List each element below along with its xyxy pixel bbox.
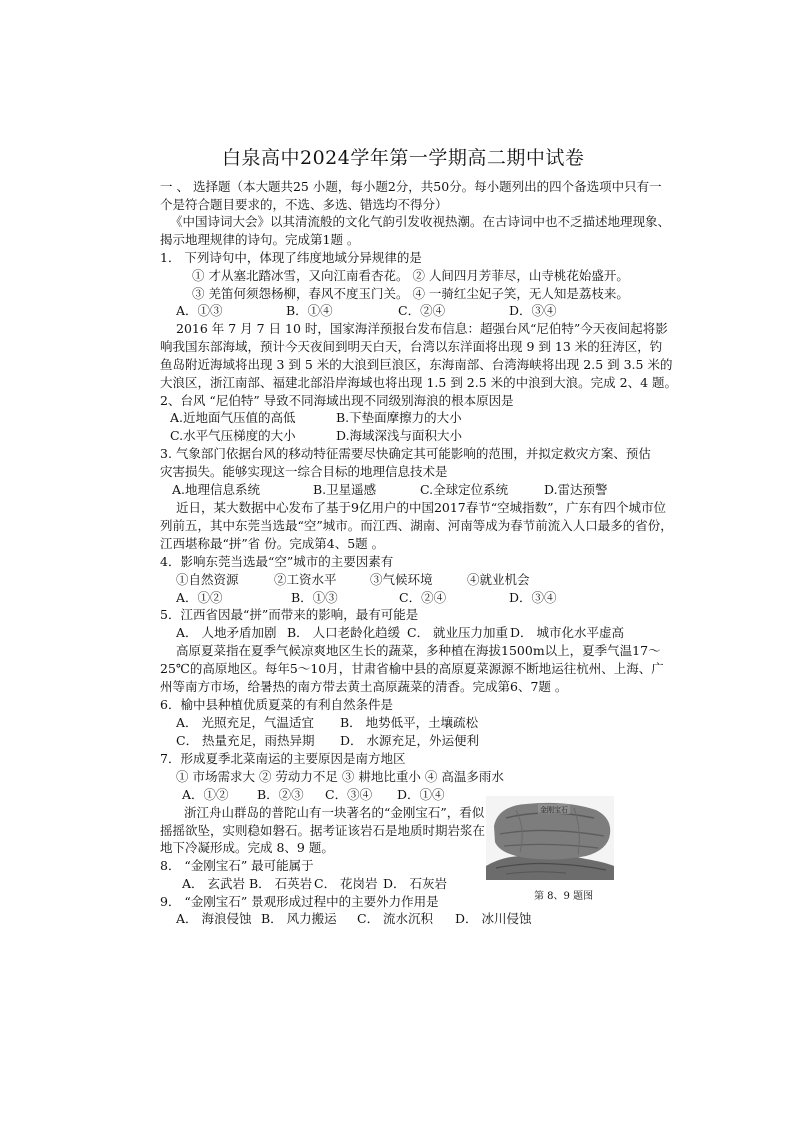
section-header-line-2: 个是符合题目要求的，不选、多选、错选均不得分） [160,197,448,212]
intro-q1-line-2: 揭示地理规律的诗句。完成第1题 。 [160,232,360,247]
q2-option-b: B.下垫面摩擦力的大小 [336,410,462,425]
question-8: 8． “金刚宝石” 最可能属于 [160,858,314,873]
q9-option-a: A． 海浪侵蚀 [176,911,252,926]
spring-passage-line-2: 列前五，其中东莞当选最“空”城市。而江西、湖南、河南等成为春节前流入人口最多的省份， [160,518,673,533]
q7-option-d: D．①④ [397,787,445,802]
rock-passage-line-3: 地下冷凝形成。完成 8、9 题。 [160,840,334,855]
q1-option-c: C．②④ [398,303,446,318]
question-2: 2、台风 “尼伯特” 导致不同海域出现不同级别海浪的根本原因是 [160,393,514,408]
q7-statements: ① 市场需求大 ② 劳动力不足 ③ 耕地比重小 ④ 高温多雨水 [176,769,504,784]
typhoon-passage-line-3: 鱼岛附近海域将出现 3 到 5 米的大浪到巨浪区，东海南部、台湾海峡将出现 2.5 到 3.5 米的 [160,357,673,372]
q1-option-b: B．①④ [286,303,333,318]
q6-option-b: B． 地势低平，土壤疏松 [340,715,479,730]
q5-option-c: C． 就业压力加重 [407,625,509,640]
q4-option-a: A．①② [176,590,223,605]
q2-option-c: C.水平气压梯度的大小 [170,428,296,443]
question-3-line-1: 3. 气象部门依据台风的移动特征需要尽快确定其可能影响的范围，并拟定救灾方案、预估 [160,446,651,461]
q6-option-c: C． 热量充足，雨热异期 [176,733,315,748]
question-1: 1． 下列诗句中，体现了纬度地域分异规律的是 [160,250,422,265]
question-3-line-2: 灾害损失。能够实现这一综合目标的地理信息技术是 [160,464,448,479]
q3-option-c: C.全球定位系统 [420,482,509,497]
intro-q1-line-1: 《中国诗词大会》以其清流般的文化气韵引发收视热潮。在古诗词中也不乏描述地理现象、 [170,214,671,229]
q3-option-b: B.卫星遥感 [313,482,377,497]
exam-title: 白泉高中2024学年第一学期高二期中试卷 [222,147,585,169]
q8-option-b: B． 石英岩 [249,876,313,891]
q9-option-b: B． 风力搬运 [261,911,337,926]
spring-passage-line-3: 江西堪称最“拼”省 份。完成第4、5题 。 [160,536,385,551]
q9-option-c: C． 流水沉积 [357,911,434,926]
balanced-rock-photo [486,796,614,880]
q2-option-a: A.近地面气压值的高低 [170,410,296,425]
question-4: 4．影响东莞当选最“空”城市的主要因素有 [160,554,394,569]
typhoon-passage-line-2: 响我国东部海域，预计今天夜间到明天白天，台湾以东洋面将出现 9 到 13 米的狂涛区，钓 [160,339,663,354]
q4-option-d: D．③④ [509,590,557,605]
q4-option-b: B．①③ [291,590,338,605]
q8-option-a: A． 玄武岩 [182,876,246,891]
plateau-passage-line-3: 州等南方市场，给暑热的南方带去黄土高原蔬菜的清香。完成第6、7题 。 [160,679,568,694]
balanced-rock-illustration [486,796,614,880]
q6-option-d: D． 水源充足，外运便利 [340,733,479,748]
q7-option-b: B．②③ [257,787,304,802]
typhoon-passage-line-4: 大浪区，浙江南部、福建北部沿岸海域也将出现 1.5 到 2.5 米的中浪到大浪。完成 2、4 题。 [160,375,678,390]
typhoon-passage-line-1: 2016 年 7 月 7 日 10 时，国家海洋预报台发布信息：超强台风“尼伯特”今天夜间起将影 [176,321,668,336]
q5-option-b: B． 人口老龄化趋缓 [287,625,401,640]
rock-passage-line-1: 浙江舟山群岛的普陀山有一块著名的“金刚宝石”，看似 [184,805,485,820]
q1-option-a: A．①③ [176,303,223,318]
q2-option-d: D.海域深浅与面积大小 [336,428,463,443]
q7-option-a: A．①② [182,787,229,802]
q1-statement-1-2: ① 才从塞北踏冰雪，又向江南看杏花。 ② 人间四月芳菲尽，山寺桃花始盛开。 [192,268,629,283]
q1-option-d: D．③④ [509,303,557,318]
plateau-passage-line-2: 25℃的高原地区。每年5～10月，甘肃省榆中县的高原夏菜源源不断地运往杭州、上海、广 [160,661,664,676]
question-5: 5．江西省因最“拼”而带来的影响，最有可能是 [160,607,419,622]
q9-option-d: D． 冰川侵蚀 [455,911,532,926]
figure-caption: 第 8、9 题图 [534,891,594,902]
q3-option-a: A.地理信息系统 [172,482,261,497]
q4-statement-2: ②工资水平 [274,572,337,587]
plateau-passage-line-1: 高原夏菜指在夏季气候凉爽地区生长的蔬菜，多种植在海拔1500m以上，夏季气温17～ [176,643,661,658]
question-9: 9． “金刚宝石” 景观形成过程中的主要外力作用是 [160,894,439,909]
spring-passage-line-1: 近日，某大数据中心发布了基于9亿用户的中国2017春节“空城指数”，广东有四个城市位 [176,500,667,515]
q4-option-c: C．②④ [399,590,447,605]
q8-option-c: C． 花岗岩 [314,876,378,891]
q4-statement-1: ①自然资源 [176,572,239,587]
question-7: 7．形成夏季北菜南运的主要原因是南方地区 [160,751,406,766]
stone-inscription: 金刚宝石 [540,806,568,814]
q5-option-a: A． 人地矛盾加剧 [176,625,277,640]
q7-option-c: C．③④ [325,787,373,802]
q3-option-d: D.雷达预警 [544,482,608,497]
question-6: 6．榆中县种植优质夏菜的有利自然条件是 [160,697,393,712]
q8-option-d: D． 石灰岩 [383,876,447,891]
rock-passage-line-2: 摇摇欲坠，实则稳如磐石。据考证该岩石是地质时期岩浆在 [160,823,486,838]
q4-statement-3: ③气候环境 [370,572,433,587]
q1-statement-3-4: ③ 羌笛何须怨杨柳，春风不度玉门关。 ④ 一骑红尘妃子笑，无人知是荔枝来。 [192,286,629,301]
q6-option-a: A． 光照充足，气温适宜 [176,715,315,730]
q5-option-d: D． 城市化水平虚高 [510,625,624,640]
q4-statement-4: ④就业机会 [467,572,530,587]
section-header-line-1: 一 、 选择题（本大题共25 小题，每小题2分，共50分。每小题列出的四个备选项中只有一 [160,179,662,194]
